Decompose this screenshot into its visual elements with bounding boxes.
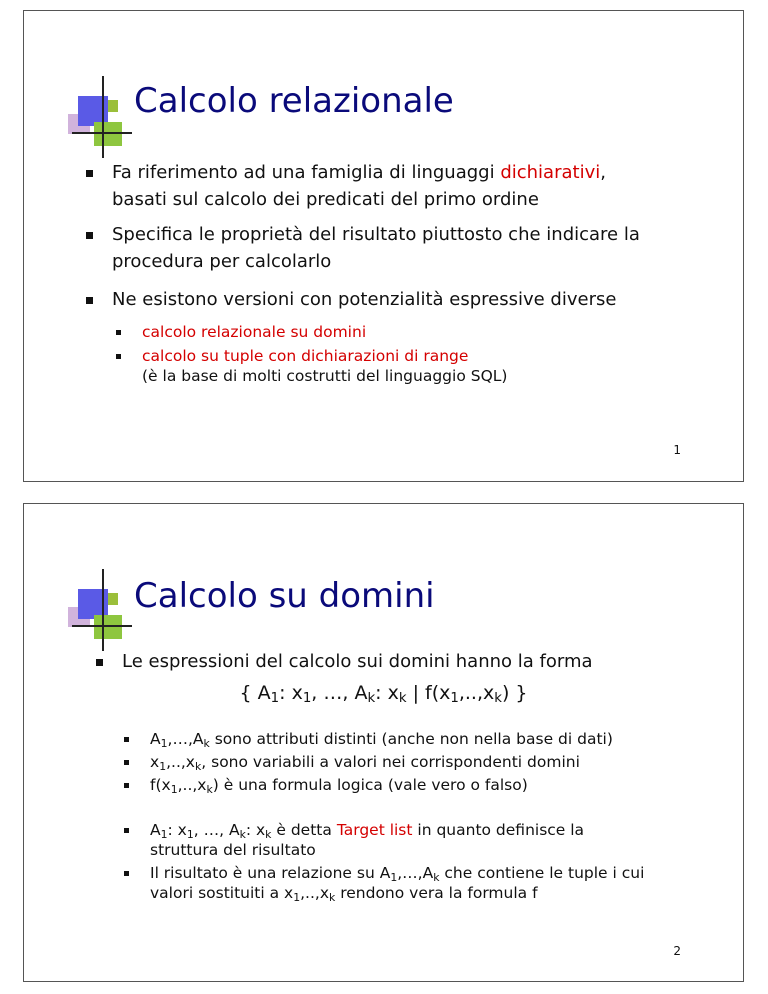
square-bullet-icon — [124, 737, 129, 742]
sub-bullet-item: calcolo su tuple con dichiarazioni di range (è la base di molti costrutti del linguaggio SQL) — [116, 346, 713, 386]
slide-1 — [23, 10, 744, 482]
bullet-list — [86, 159, 713, 213]
bullet-list — [86, 221, 713, 275]
slide-title: Calcolo su domini — [134, 576, 435, 616]
square-bullet-icon — [86, 232, 93, 239]
slide-logo-icon — [72, 569, 132, 651]
sub-bullet-item: $x_1,..,x_k$, sono variabili a valori nei corrispondenti domini — [124, 752, 713, 772]
slide-title: Calcolo relazionale — [134, 81, 454, 121]
domain-formula: { $A_1$: $x_1$, …, $A_k$: $x_k$ | $f(x_1,..,x_k)$ } — [239, 682, 528, 706]
page-number: 2 — [673, 944, 681, 958]
sub-bullet-list — [124, 729, 713, 795]
bullet-item: Le espressioni del calcolo sui domini hanno la forma — [96, 648, 713, 675]
square-bullet-icon — [124, 871, 129, 876]
sub-bullet-item: $A_1,\dots,A_k$ sono attributi distinti (anche non nella base di dati) — [124, 729, 713, 749]
page-number: 1 — [673, 443, 681, 457]
bullet-item: Specifica le proprietà del risultato piuttosto che indicare la procedura per calcolarlo — [86, 221, 713, 275]
square-bullet-icon — [124, 783, 129, 788]
slide-2 — [23, 503, 744, 982]
highlight-text: dichiarativi — [500, 162, 601, 183]
slide-logo-icon — [72, 76, 132, 158]
square-bullet-icon — [96, 659, 103, 666]
sub-bullet-item: $f(x_1,..,x_k)$ è una formula logica (vale vero o falso) — [124, 775, 713, 795]
square-bullet-icon — [124, 828, 129, 833]
sub-bullet-item: Il risultato è una relazione su $A_1,\dots,A_k$ che contiene le tuple i cui valori sostituiti a $x_1,..,x_k$ rendono vera la formula f — [124, 863, 713, 903]
bullet-list — [86, 286, 713, 313]
highlight-text: Target list — [336, 821, 413, 839]
square-bullet-icon — [116, 330, 121, 335]
square-bullet-icon — [86, 297, 93, 304]
sub-bullet-list — [116, 322, 713, 386]
bullet-item: Fa riferimento ad una famiglia di linguaggi dichiarativi, basati sul calcolo dei predicati del primo ordine — [86, 159, 713, 213]
sub-bullet-list — [124, 820, 713, 903]
sub-bullet-item: calcolo relazionale su domini — [116, 322, 713, 342]
square-bullet-icon — [124, 760, 129, 765]
bullet-list — [96, 648, 713, 675]
square-bullet-icon — [86, 170, 93, 177]
bullet-item: Ne esistono versioni con potenzialità espressive diverse — [86, 286, 713, 313]
sub-bullet-item: $A_1$: $x_1$, …, $A_k$: $x_k$ è detta Target list in quanto definisce la struttura del risultato — [124, 820, 713, 860]
square-bullet-icon — [116, 354, 121, 359]
